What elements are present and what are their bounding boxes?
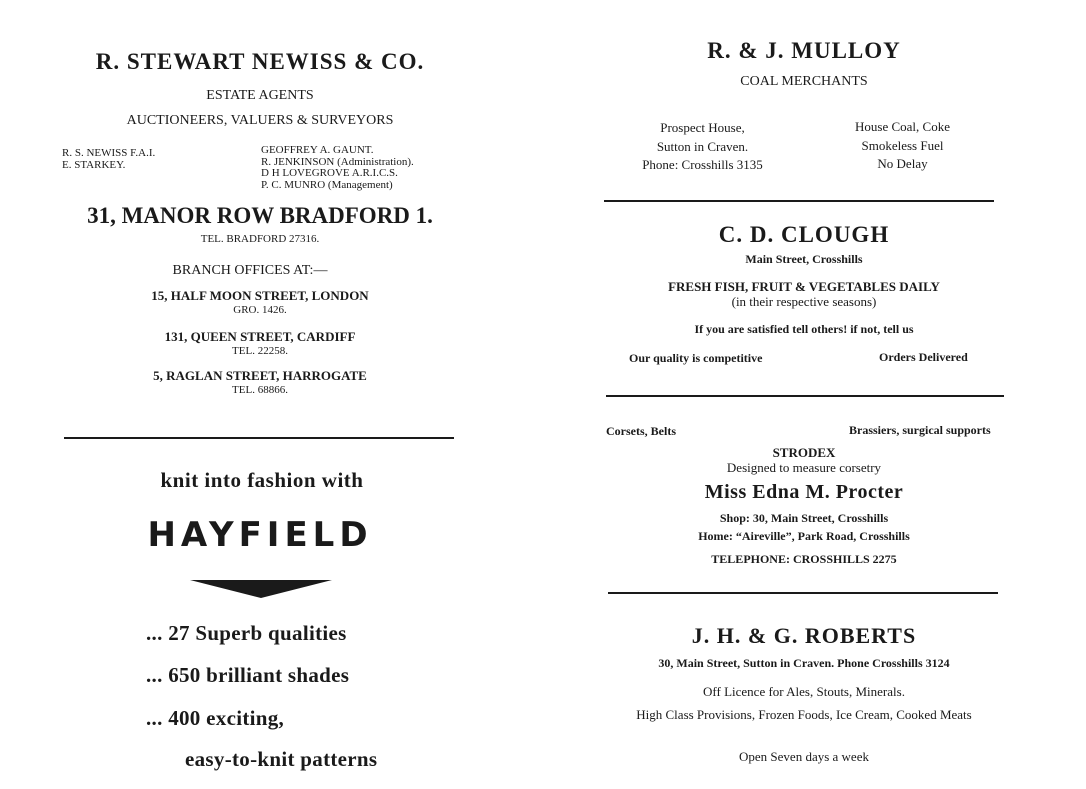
roberts-hours: Open Seven days a week — [739, 749, 869, 764]
staff-name: D H LOVEGROVE A.R.I.C.S. — [261, 167, 398, 179]
branch-tel: GRO. 1426. — [233, 304, 287, 316]
hayfield-feature: ... 400 exciting, — [146, 706, 285, 730]
divider — [608, 592, 998, 594]
newiss-branch-heading: BRANCH OFFICES AT:— — [172, 263, 328, 278]
roberts-address: 30, Main Street, Sutton in Craven. Phone Crosshills 3124 — [658, 656, 950, 670]
branch-address: 5, RAGLAN STREET, HARROGATE — [153, 368, 367, 383]
procter-supports: Brassiers, surgical supports — [849, 423, 991, 437]
roberts-provisions: High Class Provisions, Frozen Foods, Ice Cream, Cooked Meats — [636, 707, 972, 722]
mulloy-product-line: Smokeless Fuel — [861, 137, 944, 153]
roberts-company-name: J. H. & G. ROBERTS — [691, 623, 917, 648]
branch-tel: TEL. 68866. — [232, 384, 288, 396]
staff-name: E. STARKEY. — [62, 158, 126, 171]
divider — [64, 437, 454, 439]
clough-seasons: (in their respective seasons) — [731, 294, 877, 309]
roberts-licence: Off Licence for Ales, Stouts, Minerals. — [703, 684, 905, 699]
newiss-main-tel: TEL. BRADFORD 27316. — [200, 233, 320, 245]
mulloy-product-line: No Delay — [877, 156, 928, 171]
hayfield-tagline: knit into fashion with — [160, 468, 364, 492]
procter-brand: STRODEX — [772, 445, 836, 460]
mulloy-company-name: R. & J. MULLOY — [707, 38, 901, 63]
clough-produce: FRESH FISH, FRUIT & VEGETABLES DAILY — [668, 279, 940, 294]
procter-description: Designed to measure corsetry — [726, 460, 882, 475]
divider — [604, 200, 994, 202]
mulloy-address — [620, 119, 785, 175]
staff-name: P. C. MUNRO (Management) — [261, 178, 393, 191]
clough-quality: Our quality is competitive — [629, 351, 763, 365]
hayfield-feature: easy-to-knit patterns — [185, 747, 378, 771]
newiss-services: AUCTIONEERS, VALUERS & SURVEYORS — [126, 113, 394, 128]
branch-address: 15, HALF MOON STREET, LONDON — [151, 288, 369, 303]
mulloy-address-line: Phone: Crosshills 3135 — [642, 157, 763, 172]
procter-corsets: Corsets, Belts — [606, 424, 676, 438]
hayfield-feature: ... 27 Superb qualities — [146, 621, 347, 645]
staff-name: R. JENKINSON (Administration). — [261, 155, 414, 168]
hayfield-logo: HAYFIELD — [147, 515, 373, 555]
newiss-estate-agents: ESTATE AGENTS — [206, 88, 314, 103]
clough-slogan: If you are satisfied tell others! if not, tell us — [694, 322, 914, 336]
procter-home: Home: “Aireville”, Park Road, Crosshills — [698, 529, 910, 543]
branch-address: 131, QUEEN STREET, CARDIFF — [164, 329, 356, 344]
procter-shop: Shop: 30, Main Street, Crosshills — [719, 511, 889, 525]
procter-telephone: TELEPHONE: CROSSHILLS 2275 — [711, 552, 897, 566]
divider — [606, 395, 1004, 397]
staff-name: GEOFFREY A. GAUNT. — [261, 144, 374, 156]
newiss-staff-right — [261, 145, 414, 191]
mulloy-product-line: House Coal, Coke — [855, 119, 950, 134]
mulloy-products — [820, 118, 985, 174]
chevron-down-icon — [190, 580, 332, 605]
hayfield-feature: ... 650 brilliant shades — [146, 663, 350, 687]
newiss-staff-left — [62, 148, 155, 171]
staff-name: R. S. NEWISS F.A.I. — [62, 147, 156, 159]
newiss-main-address: 31, MANOR ROW BRADFORD 1. — [87, 203, 433, 228]
newiss-company-name: R. STEWART NEWISS & CO. — [95, 49, 425, 74]
clough-delivery: Orders Delivered — [879, 350, 968, 364]
clough-location: Main Street, Crosshills — [745, 252, 863, 266]
branch-tel: TEL. 22258. — [232, 345, 288, 357]
mulloy-address-line: Sutton in Craven. — [656, 138, 749, 154]
mulloy-trade: COAL MERCHANTS — [740, 74, 868, 89]
procter-name: Miss Edna M. Procter — [704, 481, 904, 503]
mulloy-address-line: Prospect House, — [660, 120, 745, 135]
clough-company-name: C. D. CLOUGH — [718, 222, 890, 247]
